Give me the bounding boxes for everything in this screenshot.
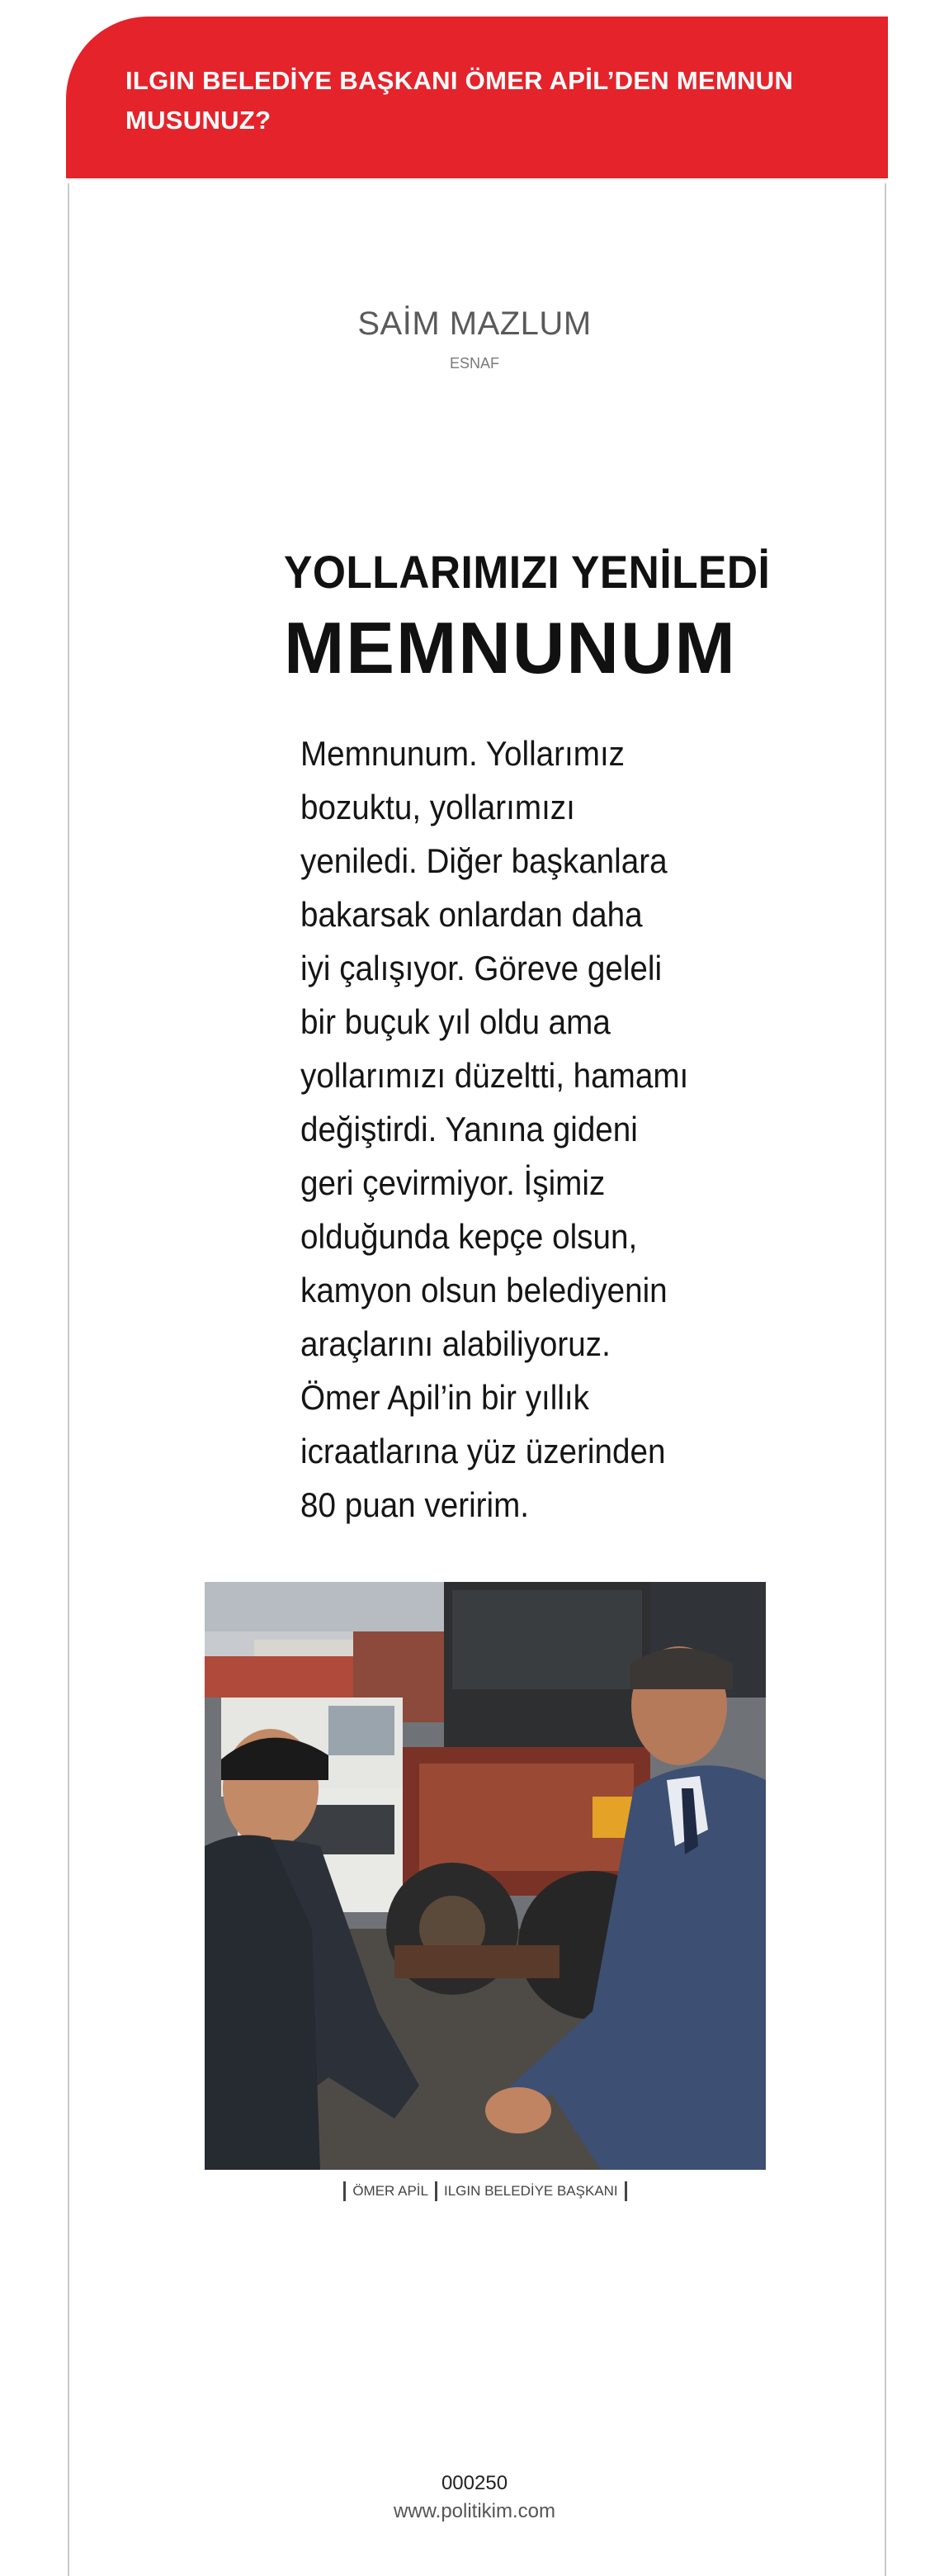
caption-divider	[435, 2181, 437, 2201]
interviewee-role: ESNAF	[449, 355, 499, 372]
caption-title: ILGIN BELEDİYE BAŞKANI	[443, 2183, 618, 2199]
headline-line-1: YOLLARIMIZI YENİLEDİ	[284, 546, 771, 598]
photo-caption	[205, 2181, 766, 2201]
quote-body: Memnunum. Yollarımız bozuktu, yollarımızı yeniledi. Diğer başkanlara bakarsak onlardan daha iyi çalışıyor. Göreve geleli bir buçuk yıl oldu ama yollarımızı düzeltti, hamamı değiştirdi. Yanına gideni geri çevirmiyor. İşimiz olduğunda kepçe olsun, kamyon olsun belediyenin araçlarını alabiliyoruz. Ömer Apil’in bir yıllık icraatlarına yüz üzerinden 80 puan veririm.	[300, 734, 689, 1524]
page-frame-right-border	[885, 183, 886, 2576]
headline-line-2: MEMNUNUM	[284, 607, 737, 689]
caption-divider	[343, 2181, 346, 2201]
header-banner	[66, 17, 888, 178]
handshake-photo	[205, 1582, 766, 2170]
banner-title: ILGIN BELEDİYE BAŞKANI ÖMER APİL’DEN MEMNUN MUSUNUZ?	[125, 66, 794, 135]
caption-divider	[625, 2181, 627, 2201]
caption-name: ÖMER APİL	[352, 2183, 428, 2199]
interviewee-name: SAİM MAZLUM	[357, 305, 592, 342]
website-link[interactable]: www.politikim.com	[393, 2500, 556, 2522]
page-number: 000250	[441, 2472, 508, 2494]
page-frame-left-border	[68, 183, 69, 2576]
